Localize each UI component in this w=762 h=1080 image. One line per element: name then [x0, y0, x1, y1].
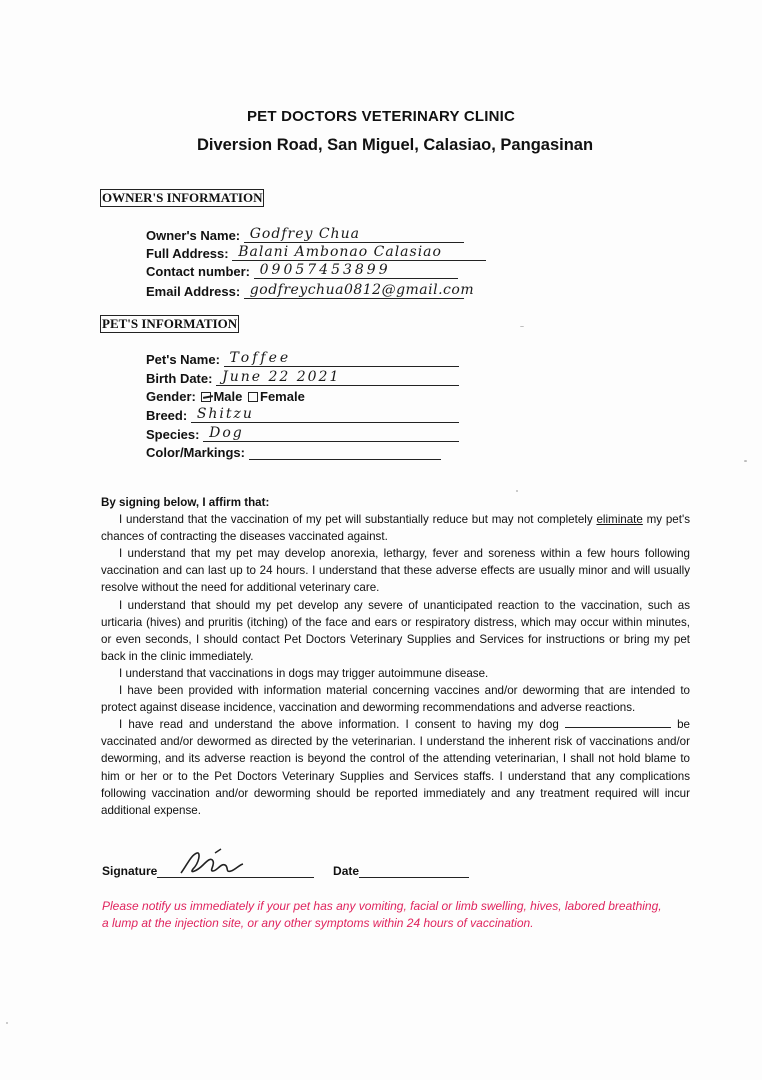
scan-speck — [520, 326, 524, 327]
affirmation-paragraph — [101, 716, 690, 819]
owner-section-title: OWNER'S INFORMATION — [102, 190, 263, 205]
affirmation-paragraph: I understand that my pet may develop anorexia, lethargy, fever and soreness within a few hours following vaccination and can last up to 24 hours. I understand that these adverse effects are usually minor and will usually resolve without the need for additional veterinary care. — [101, 547, 690, 595]
date-label: Date — [333, 864, 360, 878]
species-value: Dog — [209, 425, 244, 441]
field-label: Full Address: — [146, 246, 229, 261]
pet-name-value: Toffee — [229, 350, 292, 366]
breed-value: Shitzu — [196, 406, 254, 422]
affirmation-lead: By signing below, I affirm that: — [101, 496, 270, 509]
owner-name-line[interactable] — [244, 228, 464, 243]
contact-value: 09057453899 — [259, 262, 391, 278]
color-markings-row — [146, 445, 441, 460]
field-label: Email Address: — [146, 284, 241, 299]
handwritten-signature — [175, 847, 245, 881]
date-line[interactable] — [359, 865, 469, 878]
post-vaccination-notice: Please notify us immediately if your pet has any vomiting, facial or limb swelling, hives, labored breathing, a lump at the injection site, or any other symptoms within 24 hours of vaccination. — [102, 899, 662, 930]
signature-line[interactable] — [157, 865, 314, 878]
email-line[interactable] — [244, 282, 475, 299]
breed-row — [146, 408, 459, 423]
male-checkbox[interactable] — [201, 392, 211, 402]
affirmation-paragraph — [101, 511, 690, 545]
field-label: Color/Markings: — [146, 445, 245, 460]
scan-speck — [6, 1022, 8, 1024]
affirmation-block — [101, 494, 690, 819]
field-label: Gender: — [146, 389, 196, 404]
clinic-address: Diversion Road, San Miguel, Calasiao, Pangasinan — [196, 136, 594, 154]
clinic-name: PET DOCTORS VETERINARY CLINIC — [246, 108, 516, 125]
field-label: Birth Date: — [146, 371, 213, 386]
address-value: Balani Ambonao Calasiao — [238, 244, 442, 260]
signature-label: Signature — [102, 864, 158, 878]
field-label: Species: — [146, 427, 200, 442]
pet-name-row — [146, 352, 459, 367]
field-label: Owner's Name: — [146, 228, 241, 243]
birth-date-line[interactable] — [216, 371, 459, 386]
contact-row — [146, 264, 458, 279]
male-label: Male — [213, 389, 243, 404]
field-label: Breed: — [146, 408, 188, 423]
text-span: my pet's chances of contracting the diseases vaccinated against. — [101, 513, 690, 544]
text-span: be vaccinated and/or dewormed as directed by the veterinarian. I understand the inherent risk of vaccinations and/or deworming, and its adverse reaction is beyond the control of the attending veterinarian, I shall not hold blame to him or her or to the Pet Doctors Veterinary Supplies and Services staffs. I understand that any complications following vaccination and/or deworming should be reported immediately and any treatment required will incur additional expense. — [101, 718, 690, 817]
affirmation-paragraph: I understand that vaccinations in dogs may trigger autoimmune disease. — [119, 666, 489, 680]
female-checkbox[interactable] — [248, 392, 258, 402]
pet-name-line[interactable] — [224, 352, 459, 367]
email-row — [146, 282, 475, 299]
female-label: Female — [260, 389, 305, 404]
birth-date-value: June 22 2021 — [222, 369, 341, 385]
underlined-word: eliminate — [596, 513, 643, 527]
affirmation-paragraph: I understand that should my pet develop any severe of unanticipated reaction to the vaccination, such as urticaria (hives) and pruritis (itching) of the face and ears or respiratory distress, which may occur within minutes, or even seconds, I should contact Pet Doctors Veterinary Supplies and Services for instructions or bring my pet back in the clinic immediately. — [101, 598, 690, 663]
text-span: I understand that the vaccination of my pet will substantially reduce but may not completely — [119, 513, 597, 527]
dog-name-blank[interactable] — [565, 717, 671, 728]
field-label: Contact number: — [146, 264, 250, 279]
scan-speck — [744, 460, 747, 462]
gender-row — [146, 389, 305, 404]
field-label: Pet's Name: — [146, 352, 220, 367]
signature-row — [102, 864, 469, 878]
species-line[interactable] — [203, 427, 459, 442]
pet-section-title: PET'S INFORMATION — [102, 316, 238, 331]
contact-line[interactable] — [254, 264, 458, 279]
color-markings-line[interactable] — [249, 445, 441, 460]
text-span: I have read and understand the above information. I consent to having my dog — [119, 718, 565, 732]
breed-line[interactable] — [191, 408, 459, 423]
email-value: godfreychua0812@gmail.com — [249, 282, 475, 298]
species-row — [146, 427, 459, 442]
birth-date-row — [146, 371, 459, 386]
owner-name-value: Godfrey Chua — [249, 226, 360, 242]
address-row — [146, 246, 486, 261]
owner-name-row — [146, 228, 464, 243]
affirmation-paragraph: I have been provided with information material concerning vaccines and/or deworming that are intended to protect against disease incidence, vaccination and deworming recommendations and adverse reactions. — [101, 684, 690, 715]
address-line[interactable] — [232, 246, 486, 261]
scan-speck — [516, 490, 518, 492]
